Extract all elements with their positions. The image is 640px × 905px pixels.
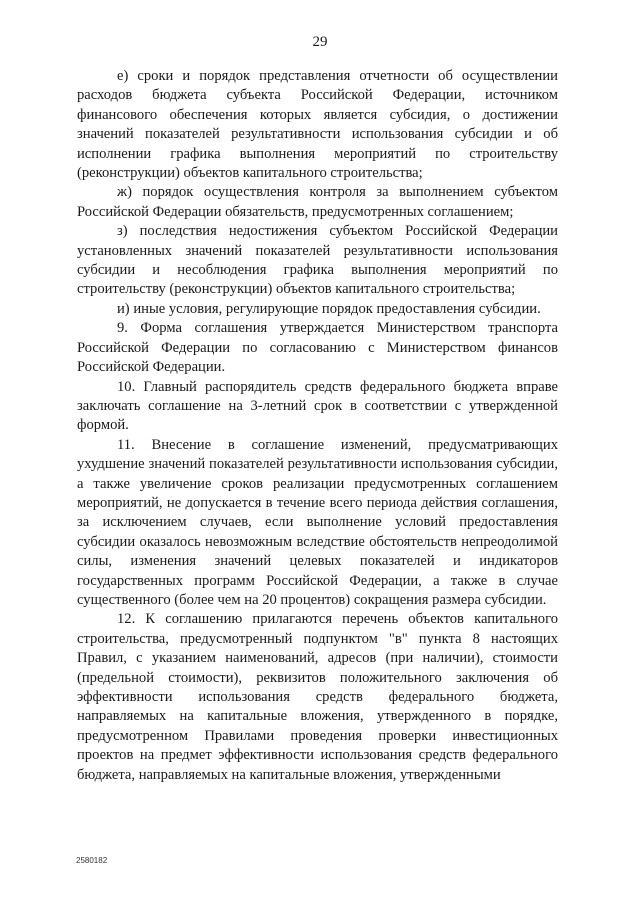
paragraph-11-amendments: 11. Внесение в соглашение изменений, предусматривающих ухудшение значений показателей результативности использования субсидии, а также увеличение сроков реализации предусмотренных соглашением мероприятий, не допускается в течение всего периода действия соглашения, за исключением случаев, если выполнение условий предоставления субсидии оказалось невозможным вследствие обстоятельств непреодолимой силы, изменения значений целевых показателей и индикаторов государственных программ Российской Федерации, а также в случае существенного (более чем на 20 процентов) сокращения размера субсидии. [77,436,558,608]
paragraph-zh-control: ж) порядок осуществления контроля за выполнением субъектом Российской Федерации обязательств, предусмотренных соглашением; [77,184,558,220]
paragraph-10-three-year-term: 10. Главный распорядитель средств федерального бюджета вправе заключать соглашение на 3-летний срок в соответствии с утвержденной формой. [77,378,558,434]
paragraph-e-reporting: е) сроки и порядок представления отчетности об осуществлении расходов бюджета субъекта Российской Федерации, источником финансового обеспечения которых является субсидия, о достижении значений показателей результативности использования субсидии и об исполнении графика выполнения мероприятий по строительству (реконструкции) объектов капитального строительства; [77,68,558,182]
document-body [77,67,558,785]
document-code: 2580182 [76,856,108,865]
page-number: 29 [312,34,328,50]
paragraph-z-consequences: з) последствия недостижения субъектом Российской Федерации установленных значений показателей результативности использования субсидии и несоблюдения графика выполнения мероприятий по строительству (реконструкции) объектов капитального строительства; [77,223,558,298]
paragraph-9-agreement-form: 9. Форма соглашения утверждается Министерством транспорта Российской Федерации по согласованию с Министерством финансов Российской Федерации. [77,320,558,376]
paragraph-12-annex-list: 12. К соглашению прилагаются перечень объектов капитального строительства, предусмотренный подпунктом "в" пункта 8 настоящих Правил, с указанием наименований, адресов (при наличии), стоимости (предельной стоимости), реквизитов положительного заключения об эффективности использования средств федерального бюджета, направляемых на капитальные вложения, утвержденного в порядке, предусмотренном Правилами проведения проверки инвестиционных проектов на предмет эффективности использования средств федерального бюджета, направляемых на капитальные вложения, утвержденными [77,611,558,783]
paragraph-i-other-conditions: и) иные условия, регулирующие порядок предоставления субсидии. [117,300,541,317]
